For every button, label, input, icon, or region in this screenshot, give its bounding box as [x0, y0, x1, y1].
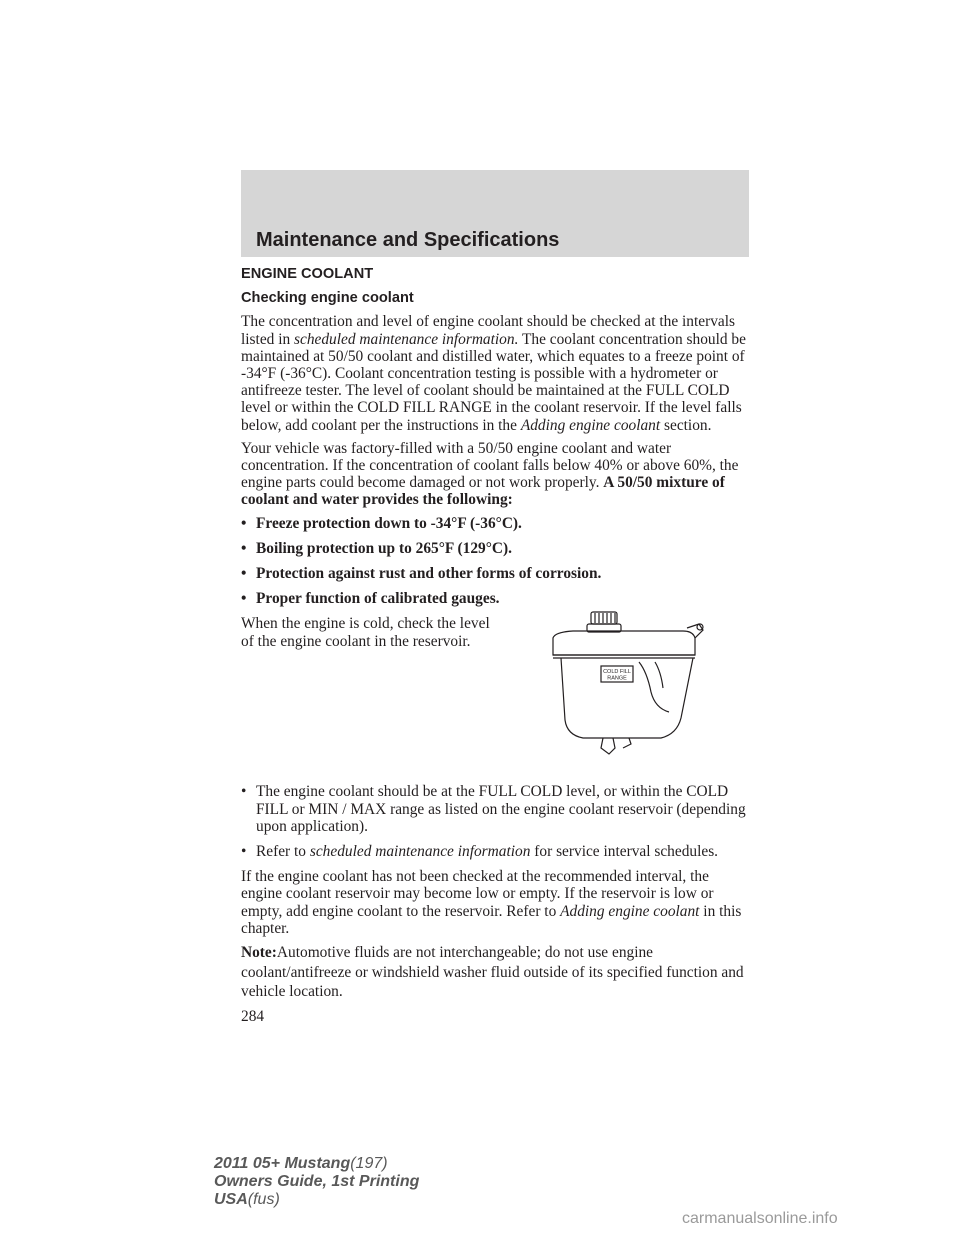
list-item	[241, 565, 753, 582]
level-list	[241, 783, 753, 860]
list-item-text: Proper function of calibrated gauges.	[256, 590, 500, 608]
section-header-band	[241, 170, 749, 257]
intro-text-2: The coolant concentration should be maintained at 50/50 coolant and distilled water, which equates to a freeze point of -34°F (-36°C). Coolant concentration testing is possible with a hydrometer or antifreeze tester. The level of coolant should be maintained at the FULL COLD level or within the COLD FILL RANGE in the coolant reservoir. If the level falls below, add coolant per the instructions in the	[241, 330, 746, 434]
list-item-text: Boiling protection up to 265°F (129°C).	[256, 539, 512, 557]
benefits-list	[241, 515, 753, 608]
page-content	[241, 266, 753, 1031]
footer-printing: Owners Guide, 1st Printing	[214, 1173, 420, 1190]
bullet-glyph: •	[241, 843, 247, 861]
figure-caption-text: When the engine is cold, check the level of the engine coolant in the reservoir.	[241, 615, 490, 650]
list-item	[241, 515, 753, 532]
intro-ref-adding-coolant: Adding engine coolant	[520, 416, 661, 434]
interval-paragraph	[241, 868, 753, 937]
site-watermark: carmanualsonline.info	[682, 1210, 838, 1227]
refer-text: Refer to	[256, 843, 310, 861]
intro-text-1: The concentration and level of engine coolant should be checked at the intervals listed in	[241, 313, 736, 348]
page-number: 284	[241, 1007, 265, 1025]
note-text: Automotive fluids are not interchangeable; do not use engine coolant/antifreeze or windshield washer fluid outside of its specified function and vehicle location.	[241, 944, 744, 1001]
bullet-glyph: •	[241, 539, 247, 557]
note-label: Note:	[241, 944, 277, 962]
section-title: Maintenance and Specifications	[256, 229, 560, 251]
coolant-reservoir-illustration	[543, 610, 718, 760]
bullet-glyph: •	[241, 783, 247, 801]
interval-text-2: in this chapter.	[241, 902, 742, 937]
print-footer	[214, 1155, 419, 1209]
interval-ref-adding-coolant: Adding engine coolant	[560, 902, 700, 920]
range-label: RANGE	[607, 675, 627, 682]
list-item-text: The engine coolant should be at the FULL COLD level, or within the COLD FILL or MIN / MAX range as listed on the engine coolant reservoir (depending upon application).	[256, 783, 746, 835]
intro-ref-maintenance: scheduled maintenance information.	[294, 330, 519, 348]
footer-market-code: (fus)	[247, 1191, 280, 1208]
note-paragraph	[241, 943, 753, 1002]
cold-fill-label: COLD FILL	[603, 669, 631, 676]
footer-market: USA	[214, 1191, 248, 1208]
reservoir-figure-block	[241, 615, 753, 775]
list-item-text: Protection against rust and other forms of corrosion.	[256, 565, 602, 583]
refer-text-end: for service interval schedules.	[530, 843, 719, 861]
list-item	[241, 540, 753, 557]
refer-maintenance-link: scheduled maintenance information	[309, 843, 531, 861]
section-heading: ENGINE COOLANT	[241, 266, 374, 282]
intro-text-3: section.	[660, 416, 712, 434]
list-item	[241, 783, 753, 835]
footer-model: 2011 05+ Mustang	[214, 1155, 351, 1172]
footer-model-code: (197)	[350, 1155, 388, 1172]
interval-text-1: If the engine coolant has not been checked at the recommended interval, the engine coolant reservoir may become low or empty. If the reservoir is low or empty, add engine coolant to the reservoir. Refer to	[241, 868, 714, 920]
intro-paragraph	[241, 313, 753, 433]
factory-fill-paragraph	[241, 440, 753, 509]
list-item	[241, 843, 753, 860]
bullet-glyph: •	[241, 514, 247, 532]
mixture-lead: A 50/50 mixture of coolant and water provides the following:	[241, 474, 725, 509]
list-item-text: Freeze protection down to -34°F (-36°C).	[256, 514, 522, 532]
subheading: Checking engine coolant	[241, 290, 414, 307]
bullet-glyph: •	[241, 590, 247, 608]
bullet-glyph: •	[241, 565, 247, 583]
factory-fill-text: Your vehicle was factory-filled with a 50/50 engine coolant and water concentration. If the concentration of coolant falls below 40% or above 60%, the engine parts could become damaged or not work properly.	[241, 439, 739, 492]
list-item	[241, 590, 753, 607]
